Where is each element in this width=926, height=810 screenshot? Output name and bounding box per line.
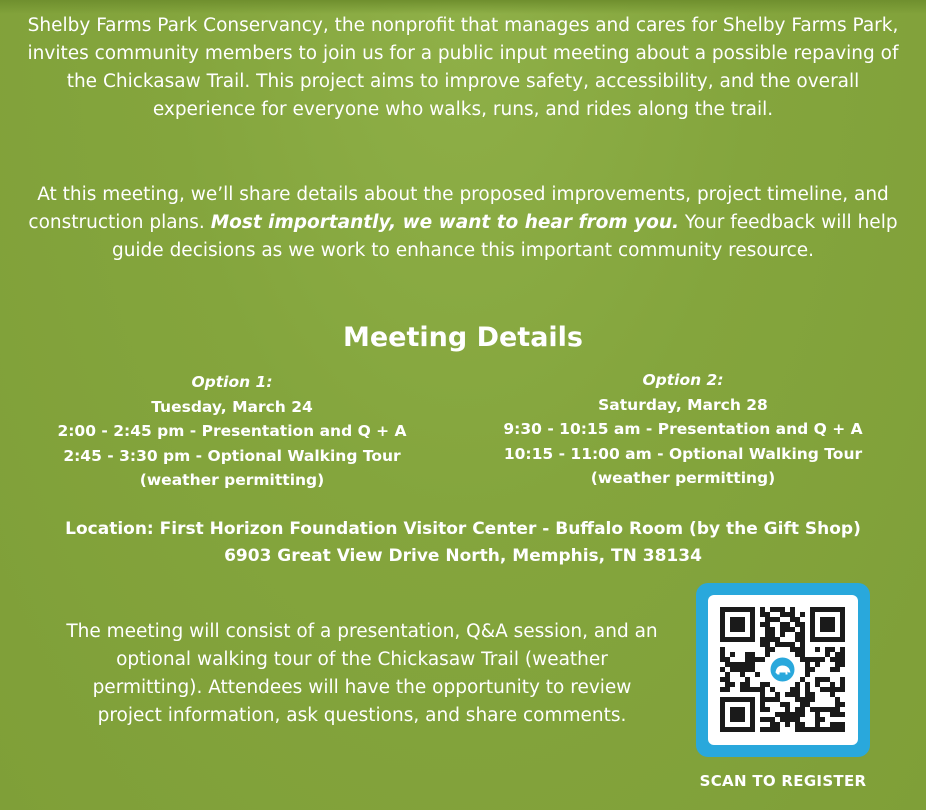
scan-caption: SCAN TO REGISTER [699,772,867,790]
option-2 [463,368,903,491]
option-date: Tuesday, March 24 [151,397,313,416]
location-venue: Location: First Horizon Foundation Visitor Center - Buffalo Room (by the Gift Shop) [65,519,861,539]
location-address: 6903 Great View Drive North, Memphis, TN 38134 [224,546,702,566]
section-heading: Meeting Details [342,322,584,353]
meeting-description: The meeting will consist of a presentation, Q&A session, and an optional walking tour of the Chickasaw Trail (weather permitting). Attendees will have the opportunity to review project information, ask questions, and share comments. [66,621,658,726]
meeting-info-text: At this meeting, we’ll share details about the proposed improvements, project timeline, and construction plans. [28,184,889,233]
option-1 [12,370,452,493]
meeting-info-text-end: Your feedback will help guide decisions as we work to enhance this important community resource. [111,212,898,261]
option-session: 2:00 - 2:45 pm - Presentation and Q + A [57,422,407,440]
qr-code[interactable] [696,583,870,757]
location-block [0,516,926,570]
option-note: (weather permitting) [590,469,776,487]
intro-paragraph [20,12,906,124]
option-session: 2:45 - 3:30 pm - Optional Walking Tour [63,446,401,465]
option-date: Saturday, March 28 [598,395,768,414]
option-note: (weather permitting) [139,471,325,489]
option-label: Option 1: [191,373,273,391]
qr-code-pattern [708,595,858,745]
option-session: 9:30 - 10:15 am - Presentation and Q + A [503,420,863,438]
option-label: Option 2: [642,371,724,389]
intro-text: Shelby Farms Park Conservancy, the nonprofit that manages and cares for Shelby Farms Park, invites community members to join us for a public input meeting about a possible repaving of the Chickasaw Trail. This project aims to improve safety, accessibility, and the overall experience for everyone who walks, runs, and rides along the trail. [27,15,899,120]
emphasis-text: Most importantly, we want to hear from you. [210,212,680,233]
meeting-info-paragraph [20,181,906,265]
option-session: 10:15 - 11:00 am - Optional Walking Tour [503,444,863,463]
